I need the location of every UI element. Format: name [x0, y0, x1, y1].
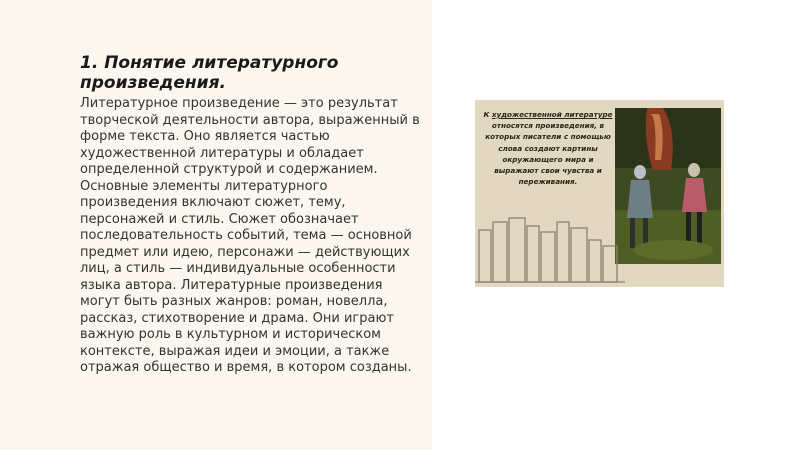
slide-title: 1. Понятие литературного произведения. [80, 53, 339, 93]
illustration-caption [483, 109, 613, 187]
figure-right [688, 163, 700, 177]
caption-suffix: относятся произведения, в которых писатели с помощью слова создают картины окружающего мира и выражают свои чувства и переживания. [485, 121, 611, 187]
slide-body-text: Литературное произведение — это результат творческой деятельности автора, выраженный в форме текста. Оно является частью художественной литературы и обладает определенной структурой и содержанием. Основные элементы литературного произведения включают сюжет, тему, персонажей и стиль. Сюжет обозначает последовательность событий, тема — основной предмет или идею, персонажи — действующих лиц, а стиль — индивидуальные особенности языка автора. Литературные произведения могут быть разных жанров: роман, новелла, рассказ, стихотворение и драма. Они играют важную роль в культурном и историческом контексте, выражая идеи и эмоции, а также отражая общество и время, в котором созданы. [80, 96, 420, 375]
illustration-image [475, 100, 724, 287]
figure-left [634, 165, 646, 179]
books-sketch [475, 218, 625, 282]
caption-prefix: К [483, 110, 492, 119]
caption-underlined-term: художественной литературе [491, 110, 613, 119]
